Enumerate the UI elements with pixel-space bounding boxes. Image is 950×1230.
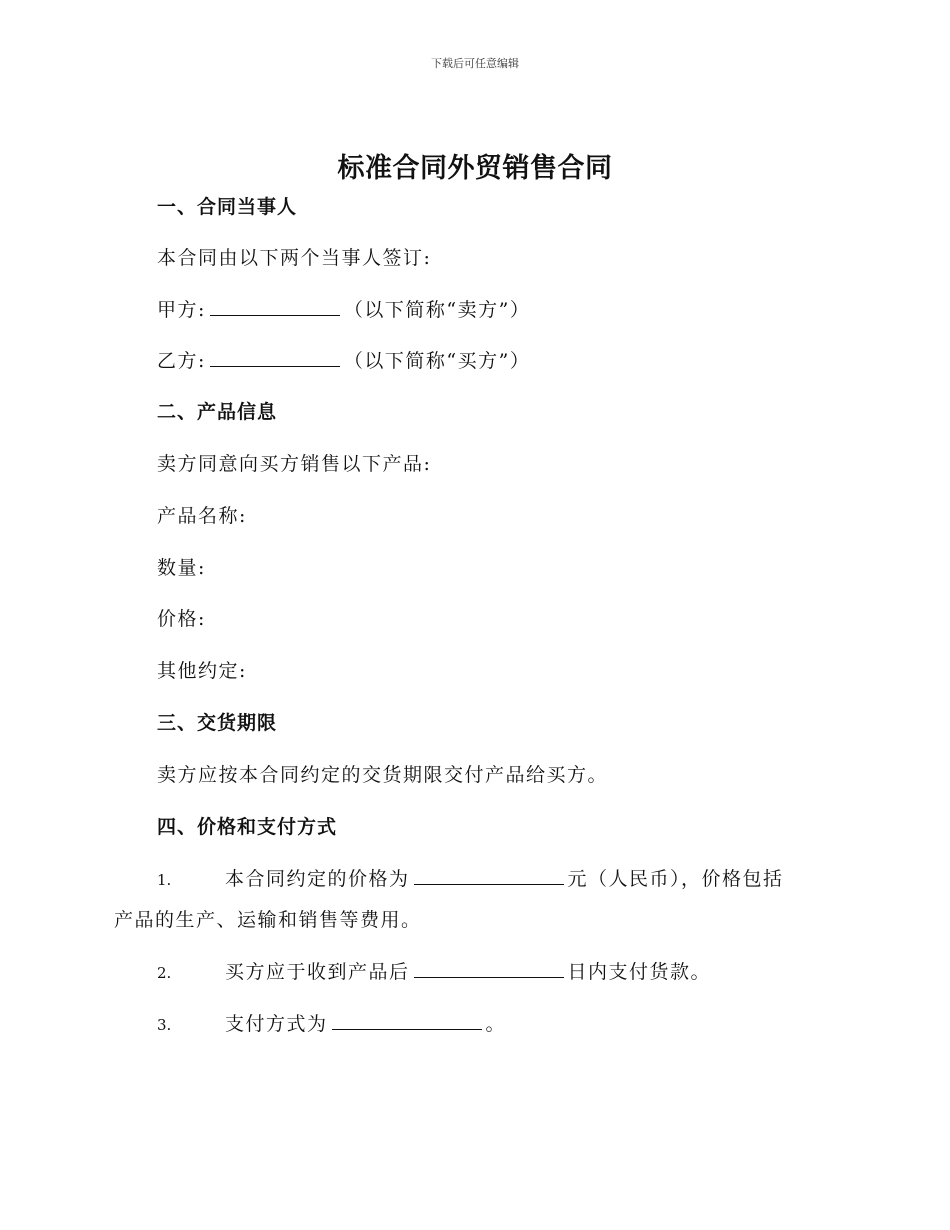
payment-item-2-number: 2. xyxy=(157,964,172,982)
payment-item-1-number: 1. xyxy=(157,871,172,889)
section-heading-delivery: 三、交货期限 xyxy=(157,712,278,734)
parties-intro: 本合同由以下两个当事人签订: xyxy=(157,247,432,269)
product-quantity-label: 数量: xyxy=(157,557,206,579)
payment-item-3-number: 3. xyxy=(157,1016,172,1034)
section-heading-payment: 四、价格和支付方式 xyxy=(157,816,338,838)
payment-item-3-pre: 支付方式为 xyxy=(225,1013,328,1035)
payment-item-1 xyxy=(157,866,784,892)
section-heading-parties: 一、合同当事人 xyxy=(157,196,298,218)
payment-item-3 xyxy=(157,1011,506,1037)
party-a-label: 甲方: xyxy=(157,299,206,321)
party-a-line xyxy=(157,297,530,322)
delivery-text: 卖方应按本合同约定的交货期限交付产品给买方。 xyxy=(157,764,609,786)
party-b-blank xyxy=(210,348,340,367)
party-a-blank xyxy=(210,297,340,316)
payment-days-blank xyxy=(414,959,564,978)
product-other-label: 其他约定: xyxy=(157,660,247,682)
payment-item-1-continued: 产品的生产、运输和销售等费用。 xyxy=(114,909,422,931)
header-note: 下载后可任意编辑 xyxy=(431,57,519,70)
product-intro: 卖方同意向买方销售以下产品: xyxy=(157,453,432,475)
payment-method-blank xyxy=(332,1011,482,1030)
party-a-suffix: （以下简称“卖方”） xyxy=(343,299,531,321)
payment-price-blank xyxy=(414,866,564,885)
party-b-suffix: （以下简称“买方”） xyxy=(343,350,531,372)
payment-item-1-pre: 本合同约定的价格为 xyxy=(225,868,410,890)
payment-item-1-post: 元（人民币），价格包括 xyxy=(567,868,784,890)
party-b-label: 乙方: xyxy=(157,350,206,372)
payment-item-2 xyxy=(157,959,711,985)
product-name-label: 产品名称: xyxy=(157,505,247,527)
payment-item-2-post: 日内支付货款。 xyxy=(567,961,712,983)
document-title: 标准合同外贸销售合同 xyxy=(337,153,613,184)
section-heading-product: 二、产品信息 xyxy=(157,401,278,423)
party-b-line xyxy=(157,348,530,373)
product-price-label: 价格: xyxy=(157,608,206,630)
payment-item-2-pre: 买方应于收到产品后 xyxy=(225,961,410,983)
payment-item-3-post: 。 xyxy=(485,1013,507,1035)
